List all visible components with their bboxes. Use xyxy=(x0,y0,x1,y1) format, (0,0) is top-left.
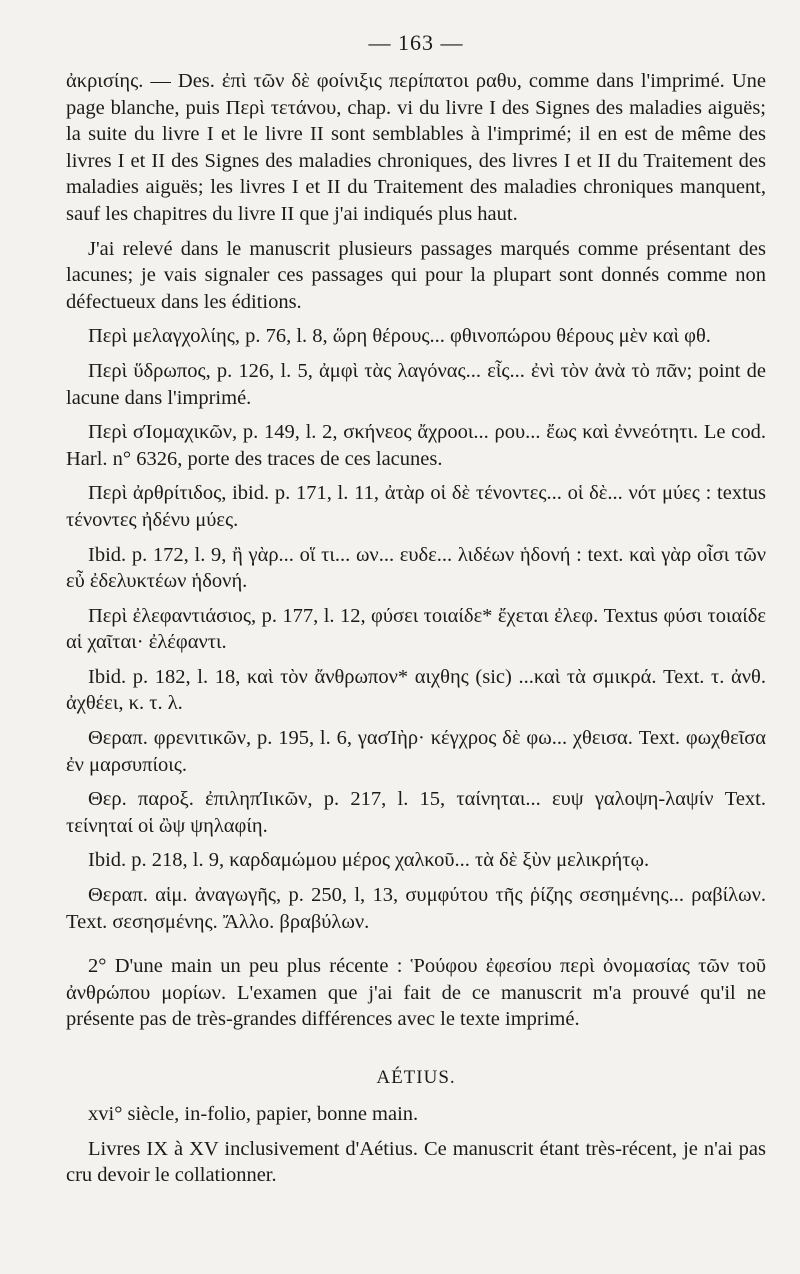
entry-melancholie: Περὶ μελαγχολίης, p. 76, l. 8, ὥρη θέρους... φθινοπώρου θέρους μὲν καὶ φθ. xyxy=(88,325,711,348)
entry-hydropos: Περὶ ὕδρωπος, p. 126, l. 5, ἀμφὶ τὰς λαγόνας... εἶς... ἐνὶ τὸν ἀνὰ τὸ πᾶν; point de lacune dans l'imprimé. xyxy=(66,359,766,409)
paragraph-rufus: 2° D'une main un peu plus récente : Ῥούφου ἐφεσίου περὶ ὀνομασίας τῶν τοῦ ἀνθρώπου μορίων. L'examen que j'ai fait de ce manuscrit m'a prouvé qu'il ne présente pas de très-grandes différences avec le texte imprimé. xyxy=(66,955,766,1031)
entry-haim-anagoges: Θεραπ. αἱμ. ἀναγωγῆς, p. 250, l, 13, συμφύτου τῆς ῥίζης σεσημένης... ραβίλων. Text. σεσησμένης. Ἄλλο. βραβύλων. xyxy=(66,884,766,933)
paragraph-lacunes: J'ai relevé dans le manuscrit plusieurs passages marqués comme présentant des lacunes; je vais signaler ces passages qui pour la plupart sont donnés comme non défectueux dans les éditions. xyxy=(66,237,766,313)
entry-elephantiasios: Περὶ ἐλεφαντιάσιος, p. 177, l. 12, φύσει τοιαίδε* ἔχεται ἐλεφ. Textus φύσι τοιαίδε αἱ χαῖται· ἐλέφαντι. xyxy=(66,604,766,654)
paragraph-intro: ἀκρισίης. — Des. ἐπὶ τῶν δὲ φοίνιξις περίπατοι ραθυ, comme dans l'imprimé. Une page blanche, puis Περὶ τετάνου, chap. vi du livre I des Signes des maladies aiguës; la suite du livre I et le livre II sont semblables à l'imprimé; il en est de même des livres I et II des Signes des maladies chroniques, des livres I et II du Traitement des maladies aiguës; les livres I et II du Traitement des maladies chroniques manquent, sauf les chapitres du livre II que j'ai indiqués plus haut. xyxy=(66,70,766,225)
entry-epileptikon: Θερ. παροξ. ἐπιληπΊικῶν, p. 217, l. 15, ταίνηται... ευψ γαλοψη-λαψίν Text. τείνηταί οἱ ὢψ ψηλαφίη. xyxy=(66,788,766,837)
section-paragraph: Livres IX à XV inclusivement d'Aétius. Ce manuscrit étant très-récent, je n'ai pas cru devoir le collationner. xyxy=(66,1137,766,1187)
entry-stomachikon: Περὶ σΊομαχικῶν, p. 149, l. 2, σκήνεος ἄχροοι... ρου... ἔως καὶ ἐννεότητι. Le cod. Harl. n° 6326, porte des traces de ces lacunes. xyxy=(66,421,766,470)
entry-ibid-182: Ibid. p. 182, l. 18, καὶ τὸν ἄνθρωπον* αιχθης (sic) ...καὶ τὰ σμικρά. Text. τ. ἀνθ. ἀχθέει, κ. τ. λ. xyxy=(66,665,766,715)
section-subtitle: xvi° siècle, in-folio, papier, bonne main. xyxy=(88,1103,419,1125)
section-title-aetius: AÉTIUS. xyxy=(376,1067,456,1088)
entry-ibid-172: Ibid. p. 172, l. 9, ἢ γὰρ... οἵ τι... ων... ευδε... λιδέων ἡδονή : text. καὶ γὰρ οἶσι τῶν εὖ ἐδελυκτέων ἡδονή. xyxy=(66,543,766,593)
entry-arthritidos: Περὶ ἀρθρίτιδος, ibid. p. 171, l. 11, ἀτὰρ οἱ δὲ τένοντες... οἱ δὲ... νότ μύες : textus τένοντες ἠδένυ μύες. xyxy=(66,482,766,531)
entry-phrenitikon: Θεραπ. φρενιτικῶν, p. 195, l. 6, γασΊὴρ· κέγχρος δὲ φω... χθεισα. Text. φωχθεῖσα ἐν μαρσυπίοις. xyxy=(66,727,766,776)
page-number: — 163 — xyxy=(368,30,464,55)
entry-ibid-218: Ibid. p. 218, l. 9, καρδαμώμου μέρος χαλκοῦ... τὰ δὲ ξὺν μελικρήτῳ. xyxy=(88,849,650,872)
